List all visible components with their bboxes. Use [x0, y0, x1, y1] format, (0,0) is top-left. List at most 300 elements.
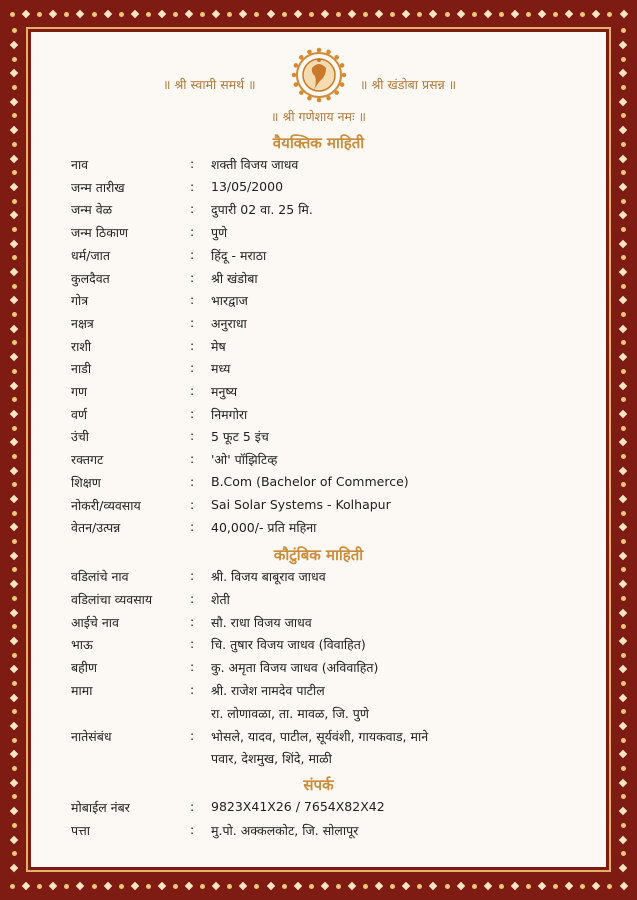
- border-diamond-icon: [22, 10, 30, 18]
- border-diamond-icon: [619, 608, 627, 616]
- field-separator: :: [190, 178, 195, 194]
- border-diamond-icon: [456, 882, 464, 890]
- border-diamond-icon: [619, 154, 627, 162]
- contact-row: [71, 799, 551, 821]
- border-dot-icon: [173, 12, 178, 17]
- field-separator: :: [190, 496, 195, 512]
- border-diamond-icon: [619, 637, 627, 645]
- field-separator: :: [190, 821, 195, 837]
- border-diamond-icon: [619, 580, 627, 588]
- border-dot-icon: [621, 57, 626, 62]
- border-diamond-icon: [484, 10, 492, 18]
- border-dot-icon: [200, 884, 205, 889]
- border-dot-icon: [621, 851, 626, 856]
- border-dot-icon: [621, 369, 626, 374]
- field-label: गोत्र: [71, 293, 89, 309]
- border-diamond-icon: [10, 41, 18, 49]
- border-dot-icon: [12, 397, 17, 402]
- border-diamond-icon: [619, 523, 627, 531]
- field-value: भोसले, यादव, पाटील, सूर्यवंशी, गायकवाड, माने: [211, 728, 429, 744]
- border-dot-icon: [621, 284, 626, 289]
- border-diamond-icon: [619, 10, 627, 18]
- border-diamond-icon: [10, 410, 18, 418]
- border-dot-icon: [445, 12, 450, 17]
- border-diamond-icon: [10, 183, 18, 191]
- border-dot-icon: [12, 482, 17, 487]
- field-value: मध्य: [211, 361, 231, 377]
- field-value: श्री. राजेश नामदेव पाटील: [211, 683, 325, 698]
- border-dot-icon: [12, 369, 17, 374]
- border-dot-icon: [12, 766, 17, 771]
- personal-row: [71, 519, 551, 541]
- invocation-swami-samarth: ॥ श्री स्वामी समर्थ ॥: [163, 77, 256, 92]
- personal-row: [71, 406, 551, 428]
- border-dot-icon: [12, 57, 17, 62]
- field-value: 9823X41X26 / 7654X82X42: [211, 799, 385, 814]
- field-value: शक्ती विजय जाधव: [211, 157, 299, 172]
- border-dot-icon: [445, 884, 450, 889]
- field-separator: :: [190, 269, 195, 285]
- border-diamond-icon: [456, 10, 464, 18]
- border-dot-icon: [499, 12, 504, 17]
- bottom-border-pattern: [0, 872, 637, 900]
- border-diamond-icon: [592, 10, 600, 18]
- border-dot-icon: [621, 426, 626, 431]
- border-diamond-icon: [511, 10, 519, 18]
- border-diamond-icon: [321, 10, 329, 18]
- field-separator: :: [190, 156, 195, 171]
- field-label: रक्तगट: [71, 452, 104, 468]
- field-value: 5 फूट 5 इंच: [211, 429, 269, 445]
- border-diamond-icon: [76, 10, 84, 18]
- personal-row: [71, 201, 551, 223]
- border-dot-icon: [254, 884, 259, 889]
- field-label: आईचे नाव: [71, 614, 119, 630]
- border-diamond-icon: [10, 268, 18, 276]
- border-diamond-icon: [10, 807, 18, 815]
- field-separator: :: [190, 590, 195, 606]
- field-separator: :: [190, 201, 195, 217]
- border-diamond-icon: [10, 466, 18, 474]
- border-diamond-icon: [619, 268, 627, 276]
- border-dot-icon: [37, 884, 42, 889]
- top-border-pattern: [0, 0, 637, 28]
- border-diamond-icon: [10, 608, 18, 616]
- border-dot-icon: [336, 12, 341, 17]
- family-row: [71, 682, 551, 704]
- field-label: वर्ण: [71, 406, 87, 422]
- border-diamond-icon: [103, 10, 111, 18]
- border-diamond-icon: [10, 296, 18, 304]
- border-dot-icon: [621, 738, 626, 743]
- field-separator: :: [190, 428, 195, 444]
- border-diamond-icon: [22, 882, 30, 890]
- border-diamond-icon: [619, 410, 627, 418]
- border-dot-icon: [12, 28, 17, 33]
- field-label: गण: [71, 384, 88, 399]
- border-dot-icon: [173, 884, 178, 889]
- personal-row: [71, 338, 551, 360]
- border-dot-icon: [607, 12, 612, 17]
- field-value: चि. तुषार विजय जाधव (विवाहित): [211, 637, 366, 653]
- border-dot-icon: [12, 312, 17, 317]
- personal-row: [71, 156, 551, 178]
- personal-row: [71, 179, 551, 201]
- border-diamond-icon: [619, 693, 627, 701]
- border-dot-icon: [12, 454, 17, 459]
- border-dot-icon: [580, 884, 585, 889]
- border-diamond-icon: [429, 10, 437, 18]
- border-diamond-icon: [619, 835, 627, 843]
- border-dot-icon: [472, 12, 477, 17]
- border-diamond-icon: [266, 10, 274, 18]
- border-diamond-icon: [484, 882, 492, 890]
- border-dot-icon: [12, 596, 17, 601]
- border-dot-icon: [12, 340, 17, 345]
- border-diamond-icon: [10, 835, 18, 843]
- field-value: 13/05/2000: [211, 178, 284, 194]
- border-dot-icon: [607, 884, 612, 889]
- border-diamond-icon: [619, 69, 627, 77]
- border-dot-icon: [12, 653, 17, 658]
- border-dot-icon: [12, 511, 17, 516]
- field-label: कुलदैवत: [71, 270, 110, 286]
- personal-row: [71, 247, 551, 269]
- invocation-khandoba: ॥ श्री खंडोबा प्रसन्न ॥: [360, 77, 457, 92]
- border-diamond-icon: [49, 882, 57, 890]
- field-label: वडिलांचा व्यवसाय: [71, 591, 153, 607]
- field-label: नाडी: [71, 361, 92, 377]
- border-diamond-icon: [10, 523, 18, 531]
- border-diamond-icon: [10, 154, 18, 162]
- border-dot-icon: [417, 12, 422, 17]
- border-dot-icon: [621, 28, 626, 33]
- border-dot-icon: [621, 482, 626, 487]
- border-dot-icon: [621, 397, 626, 402]
- border-diamond-icon: [10, 239, 18, 247]
- field-separator: :: [190, 337, 195, 353]
- border-diamond-icon: [185, 882, 193, 890]
- border-dot-icon: [12, 426, 17, 431]
- field-separator: :: [190, 519, 195, 535]
- border-diamond-icon: [293, 882, 301, 890]
- border-diamond-icon: [10, 665, 18, 673]
- border-diamond-icon: [293, 10, 301, 18]
- border-diamond-icon: [619, 325, 627, 333]
- border-dot-icon: [227, 884, 232, 889]
- field-separator: :: [190, 314, 195, 330]
- field-value: भारद्वाज: [211, 293, 248, 309]
- field-label: जन्म तारीख: [71, 179, 125, 195]
- personal-row: [71, 474, 551, 496]
- border-diamond-icon: [619, 353, 627, 361]
- field-separator: :: [190, 383, 195, 398]
- personal-row: [71, 292, 551, 314]
- border-diamond-icon: [375, 10, 383, 18]
- border-dot-icon: [12, 170, 17, 175]
- border-dot-icon: [12, 851, 17, 856]
- border-dot-icon: [580, 12, 585, 17]
- field-label: राशी: [71, 338, 92, 354]
- border-diamond-icon: [619, 239, 627, 247]
- field-label: उंची: [71, 429, 90, 445]
- border-diamond-icon: [619, 296, 627, 304]
- field-separator: :: [190, 473, 195, 489]
- border-diamond-icon: [619, 438, 627, 446]
- field-value: मु.पो. अक्कलकोट, जि. सोलापूर: [211, 822, 359, 838]
- family-row: [71, 636, 551, 658]
- border-diamond-icon: [10, 438, 18, 446]
- family-row: [71, 705, 551, 727]
- border-diamond-icon: [10, 864, 18, 872]
- border-dot-icon: [553, 884, 558, 889]
- field-label: मोबाईल नंबर: [71, 800, 130, 815]
- field-value: Sai Solar Systems - Kolhapur: [211, 496, 391, 512]
- field-label: नक्षत्र: [71, 315, 94, 331]
- border-diamond-icon: [10, 353, 18, 361]
- border-dot-icon: [92, 12, 97, 17]
- border-dot-icon: [227, 12, 232, 17]
- border-dot-icon: [621, 511, 626, 516]
- border-diamond-icon: [619, 807, 627, 815]
- border-dot-icon: [12, 284, 17, 289]
- family-row: [71, 568, 551, 590]
- border-diamond-icon: [10, 722, 18, 730]
- border-diamond-icon: [10, 325, 18, 333]
- field-label: नाव: [71, 157, 89, 172]
- border-dot-icon: [12, 255, 17, 260]
- border-diamond-icon: [49, 10, 57, 18]
- field-value: 40,000/- प्रति महिना: [211, 520, 317, 536]
- field-label: जन्म वेळ: [71, 202, 113, 218]
- border-dot-icon: [621, 340, 626, 345]
- border-dot-icon: [390, 12, 395, 17]
- border-diamond-icon: [619, 41, 627, 49]
- contact-row: [71, 822, 551, 844]
- border-diamond-icon: [212, 10, 220, 18]
- border-dot-icon: [92, 884, 97, 889]
- heading-contact: संपर्क: [303, 776, 334, 794]
- border-diamond-icon: [619, 381, 627, 389]
- border-dot-icon: [621, 85, 626, 90]
- heading-family-info: कौटुंबिक माहिती: [273, 546, 364, 564]
- border-dot-icon: [621, 567, 626, 572]
- border-dot-icon: [119, 12, 124, 17]
- personal-row: [71, 497, 551, 519]
- field-value: रा. लोणावळा, ता. मावळ, जि. पुणे: [211, 705, 369, 721]
- field-separator: :: [190, 224, 195, 240]
- border-dot-icon: [200, 12, 205, 17]
- border-dot-icon: [621, 255, 626, 260]
- personal-row: [71, 315, 551, 337]
- border-dot-icon: [119, 884, 124, 889]
- border-dot-icon: [12, 85, 17, 90]
- border-diamond-icon: [185, 10, 193, 18]
- border-dot-icon: [553, 12, 558, 17]
- border-diamond-icon: [619, 750, 627, 758]
- personal-row: [71, 270, 551, 292]
- border-diamond-icon: [565, 10, 573, 18]
- border-dot-icon: [499, 884, 504, 889]
- family-row: [71, 591, 551, 613]
- border-diamond-icon: [10, 381, 18, 389]
- border-diamond-icon: [76, 882, 84, 890]
- border-dot-icon: [10, 12, 15, 17]
- border-dot-icon: [146, 12, 151, 17]
- border-dot-icon: [309, 12, 314, 17]
- border-diamond-icon: [103, 882, 111, 890]
- border-dot-icon: [37, 12, 42, 17]
- border-dot-icon: [12, 738, 17, 743]
- border-dot-icon: [309, 884, 314, 889]
- border-dot-icon: [12, 227, 17, 232]
- field-label: धर्म/जात: [71, 247, 111, 263]
- border-dot-icon: [12, 681, 17, 686]
- border-diamond-icon: [158, 882, 166, 890]
- border-dot-icon: [12, 823, 17, 828]
- border-dot-icon: [472, 884, 477, 889]
- field-label: भाऊ: [71, 637, 93, 653]
- border-diamond-icon: [619, 466, 627, 474]
- field-label: जन्म ठिकाण: [71, 225, 129, 241]
- border-diamond-icon: [10, 495, 18, 503]
- border-dot-icon: [363, 12, 368, 17]
- border-dot-icon: [621, 823, 626, 828]
- personal-row: [71, 383, 551, 405]
- field-value: अनुराधा: [211, 315, 247, 331]
- border-diamond-icon: [10, 69, 18, 77]
- border-dot-icon: [621, 681, 626, 686]
- field-separator: :: [190, 360, 195, 376]
- border-diamond-icon: [538, 882, 546, 890]
- field-value: B.Com (Bachelor of Commerce): [211, 473, 409, 489]
- field-value: शेती: [211, 591, 230, 607]
- field-value: 'ओ' पॉझिटिव्ह: [211, 452, 278, 468]
- field-separator: :: [190, 405, 195, 421]
- family-row: [71, 614, 551, 636]
- field-value: मनुष्य: [211, 384, 238, 399]
- border-dot-icon: [12, 199, 17, 204]
- border-diamond-icon: [348, 882, 356, 890]
- ganesha-emblem-icon: [290, 46, 348, 104]
- border-dot-icon: [282, 884, 287, 889]
- border-diamond-icon: [429, 882, 437, 890]
- border-diamond-icon: [266, 882, 274, 890]
- border-diamond-icon: [10, 693, 18, 701]
- border-diamond-icon: [565, 882, 573, 890]
- border-dot-icon: [12, 794, 17, 799]
- border-dot-icon: [12, 539, 17, 544]
- border-diamond-icon: [592, 882, 600, 890]
- border-dot-icon: [621, 596, 626, 601]
- field-value: कु. अमृता विजय जाधव (अविवाहित): [211, 660, 379, 676]
- border-diamond-icon: [619, 882, 627, 890]
- family-row: [71, 659, 551, 681]
- field-separator: :: [190, 246, 195, 262]
- field-separator: :: [190, 568, 195, 583]
- field-separator: :: [190, 292, 195, 308]
- border-dot-icon: [363, 884, 368, 889]
- border-diamond-icon: [619, 211, 627, 219]
- border-dot-icon: [10, 884, 15, 889]
- border-diamond-icon: [158, 10, 166, 18]
- border-dot-icon: [64, 884, 69, 889]
- border-dot-icon: [621, 199, 626, 204]
- field-separator: :: [190, 799, 195, 814]
- border-diamond-icon: [619, 665, 627, 673]
- border-dot-icon: [282, 12, 287, 17]
- border-diamond-icon: [212, 882, 220, 890]
- field-separator: :: [190, 636, 195, 652]
- field-label: वडिलांचे नाव: [71, 569, 129, 584]
- border-dot-icon: [146, 884, 151, 889]
- border-diamond-icon: [619, 864, 627, 872]
- border-diamond-icon: [619, 722, 627, 730]
- personal-row: [71, 428, 551, 450]
- border-diamond-icon: [619, 98, 627, 106]
- border-diamond-icon: [348, 10, 356, 18]
- border-dot-icon: [621, 227, 626, 232]
- border-diamond-icon: [619, 495, 627, 503]
- field-separator: :: [190, 682, 195, 697]
- field-value: पुणे: [211, 225, 228, 241]
- border-dot-icon: [621, 653, 626, 658]
- field-label: वेतन/उत्पन्न: [71, 520, 121, 536]
- border-dot-icon: [336, 884, 341, 889]
- border-dot-icon: [526, 12, 531, 17]
- border-diamond-icon: [402, 10, 410, 18]
- border-diamond-icon: [402, 882, 410, 890]
- border-dot-icon: [621, 454, 626, 459]
- border-dot-icon: [621, 170, 626, 175]
- family-row: [71, 750, 551, 772]
- field-value: सौ. राधा विजय जाधव: [211, 614, 312, 630]
- field-separator: :: [190, 727, 195, 743]
- field-value: पवार, देशमुख, शिंदे, माळी: [211, 751, 332, 767]
- border-diamond-icon: [10, 98, 18, 106]
- field-label: नातेसंबंध: [71, 728, 112, 744]
- border-dot-icon: [12, 567, 17, 572]
- personal-row: [71, 224, 551, 246]
- border-diamond-icon: [239, 882, 247, 890]
- field-value: दुपारी 02 वा. 25 मि.: [211, 202, 313, 218]
- field-separator: :: [190, 451, 195, 467]
- border-dot-icon: [254, 12, 259, 17]
- border-dot-icon: [621, 312, 626, 317]
- border-dot-icon: [621, 539, 626, 544]
- invocation-ganesh: ॥ श्री गणेशाय नमः ॥: [271, 109, 366, 124]
- border-dot-icon: [621, 709, 626, 714]
- border-diamond-icon: [375, 882, 383, 890]
- personal-row: [71, 451, 551, 473]
- border-dot-icon: [417, 884, 422, 889]
- border-dot-icon: [621, 624, 626, 629]
- field-separator: :: [190, 659, 195, 675]
- border-diamond-icon: [239, 10, 247, 18]
- field-label: मामा: [71, 683, 93, 698]
- field-label: पत्ता: [71, 822, 90, 838]
- border-diamond-icon: [321, 882, 329, 890]
- field-value: निमगोरा: [211, 406, 248, 422]
- border-diamond-icon: [10, 580, 18, 588]
- field-value: हिंदू - मराठा: [211, 247, 267, 263]
- border-dot-icon: [12, 624, 17, 629]
- border-diamond-icon: [511, 882, 519, 890]
- field-value: श्री. विजय बाबूराव जाधव: [211, 569, 326, 584]
- field-value: श्री खंडोबा: [211, 270, 258, 286]
- border-diamond-icon: [10, 750, 18, 758]
- field-label: बहीण: [71, 660, 98, 676]
